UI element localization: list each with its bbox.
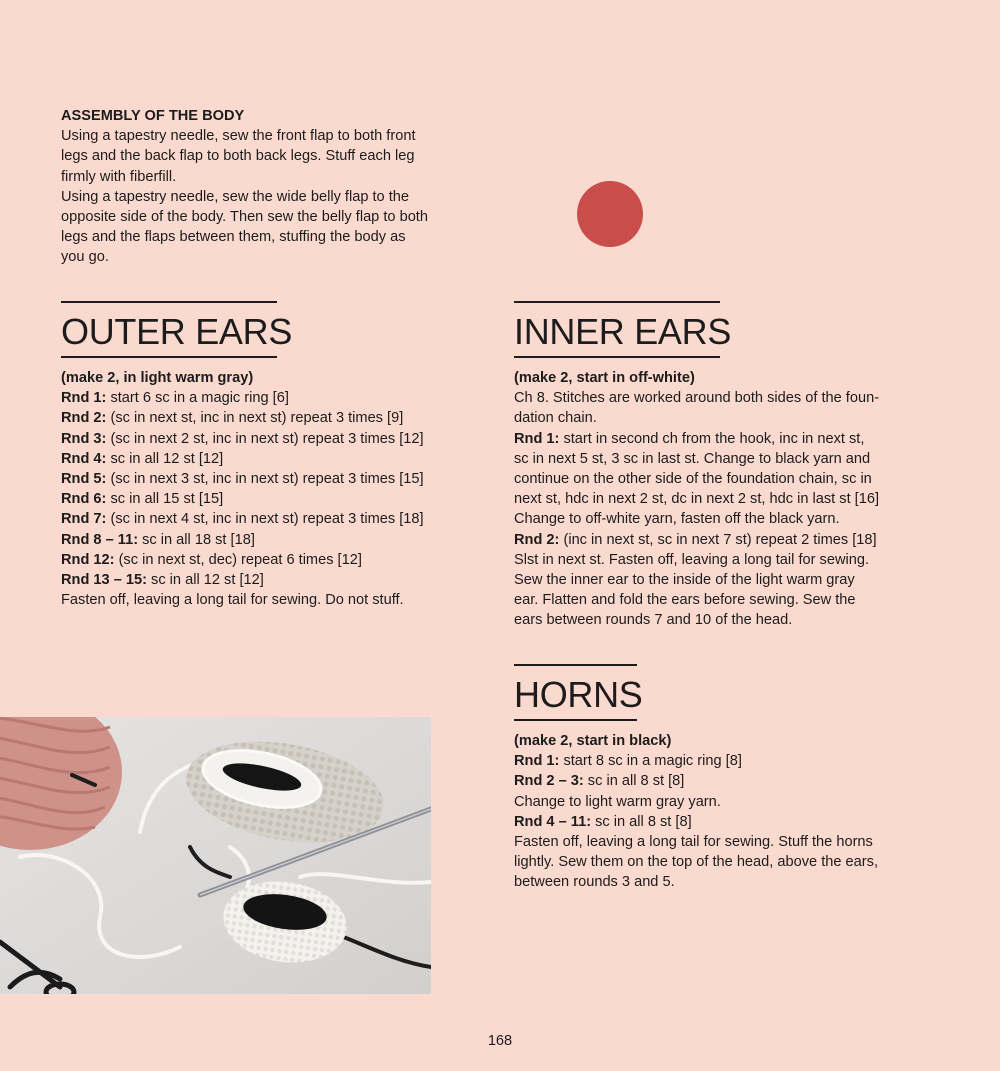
outer-ears-note: (make 2, in light warm gray) [61,370,254,386]
pattern-row: Rnd 4: sc in all 12 st [12] [61,450,224,467]
pattern-row: Rnd 12: (sc in next st, dec) repeat 6 times [12] [61,551,362,568]
decorative-red-dot [577,181,643,247]
crochet-photo-illustration [0,717,431,994]
pattern-row: Rnd 6: sc in all 15 st [15] [61,491,224,508]
outer-ears-title: OUTER EARS [61,311,293,352]
pattern-row: Rnd 3: (sc in next 2 st, inc in next st) repeat 3 times [12] [61,430,424,447]
pattern-row: lightly. Sew them on the top of the head, above the ears, [514,854,878,871]
pattern-row: Rnd 4 – 11: sc in all 8 st [8] [514,813,692,830]
pattern-row: ears between rounds 7 and 10 of the head. [514,612,793,629]
heading-rule-top [514,664,637,666]
pattern-row: Rnd 13 – 15: sc in all 12 st [12] [61,572,264,589]
pattern-row: Slst in next st. Fasten off, leaving a long tail for sewing. [514,551,870,568]
pattern-row: between rounds 3 and 5. [514,874,675,891]
assembly-line: opposite side of the body. Then sew the belly flap to both [61,209,428,226]
pattern-row: next st, hdc in next 2 st, dc in next 2 st, hdc in last st [16] [514,491,880,508]
pattern-row: Fasten off, leaving a long tail for sewing. Stuff the horns [514,834,873,851]
horns-instructions [514,731,954,893]
horns-note: (make 2, start in black) [514,733,672,749]
pattern-row: continue on the other side of the foundation chain, sc in [514,471,872,488]
pattern-row: ear. Flatten and fold the ears before sewing. Sew the [514,592,856,609]
pattern-row: Fasten off, leaving a long tail for sewing. Do not stuff. [61,592,404,609]
pattern-row: Change to light warm gray yarn. [514,793,721,810]
pattern-row: sc in next 5 st, 3 sc in last st. Change to black yarn and [514,450,871,467]
pattern-row: Rnd 2: (sc in next st, inc in next st) repeat 3 times [9] [61,410,404,427]
assembly-title: ASSEMBLY OF THE BODY [61,108,245,124]
pattern-row: Rnd 2: (inc in next st, sc in next 7 st) repeat 2 times [18] [514,531,877,548]
heading-rule-top [61,301,277,303]
inner-ears-heading-block [514,301,731,358]
heading-rule-top [514,301,720,303]
pattern-row: Sew the inner ear to the inside of the light warm gray [514,572,855,589]
pattern-row: Rnd 1: start 8 sc in a magic ring [8] [514,753,742,770]
assembly-line: firmly with fiberfill. [61,168,177,185]
inner-ears-instructions [514,368,954,631]
assembly-line: legs and the back flap to both back legs. Stuff each leg [61,148,415,165]
pattern-row: Rnd 7: (sc in next 4 st, inc in next st) repeat 3 times [18] [61,511,424,528]
pattern-row: Ch 8. Stitches are worked around both sides of the foun- [514,390,880,407]
assembly-line: legs and the flaps between them, stuffing the body as [61,229,406,246]
outer-ears-heading-block [61,301,292,358]
outer-ears-instructions [61,368,501,610]
heading-rule-bottom [514,356,720,358]
horns-heading-block [514,664,643,721]
assembly-line: Using a tapestry needle, sew the front flap to both front [61,128,416,145]
crochet-ears-photo [0,717,431,994]
pattern-row: Rnd 5: (sc in next 3 st, inc in next st) repeat 3 times [15] [61,471,424,488]
pattern-row: Rnd 2 – 3: sc in all 8 st [8] [514,773,685,790]
page-number: 168 [487,1033,513,1049]
assembly-line: Using a tapestry needle, sew the wide belly flap to the [61,188,410,205]
pattern-row: dation chain. [514,410,597,427]
heading-rule-bottom [514,719,637,721]
heading-rule-bottom [61,356,277,358]
assembly-line: you go. [61,249,109,266]
assembly-section [61,106,491,268]
horns-title: HORNS [514,674,643,715]
pattern-row: Change to off-white yarn, fasten off the black yarn. [514,511,840,528]
pattern-row: Rnd 1: start 6 sc in a magic ring [6] [61,390,289,407]
pattern-row: Rnd 1: start in second ch from the hook, inc in next st, [514,430,865,447]
inner-ears-title: INNER EARS [514,311,732,352]
inner-ears-note: (make 2, start in off-white) [514,370,695,386]
pattern-row: Rnd 8 – 11: sc in all 18 st [18] [61,531,255,548]
